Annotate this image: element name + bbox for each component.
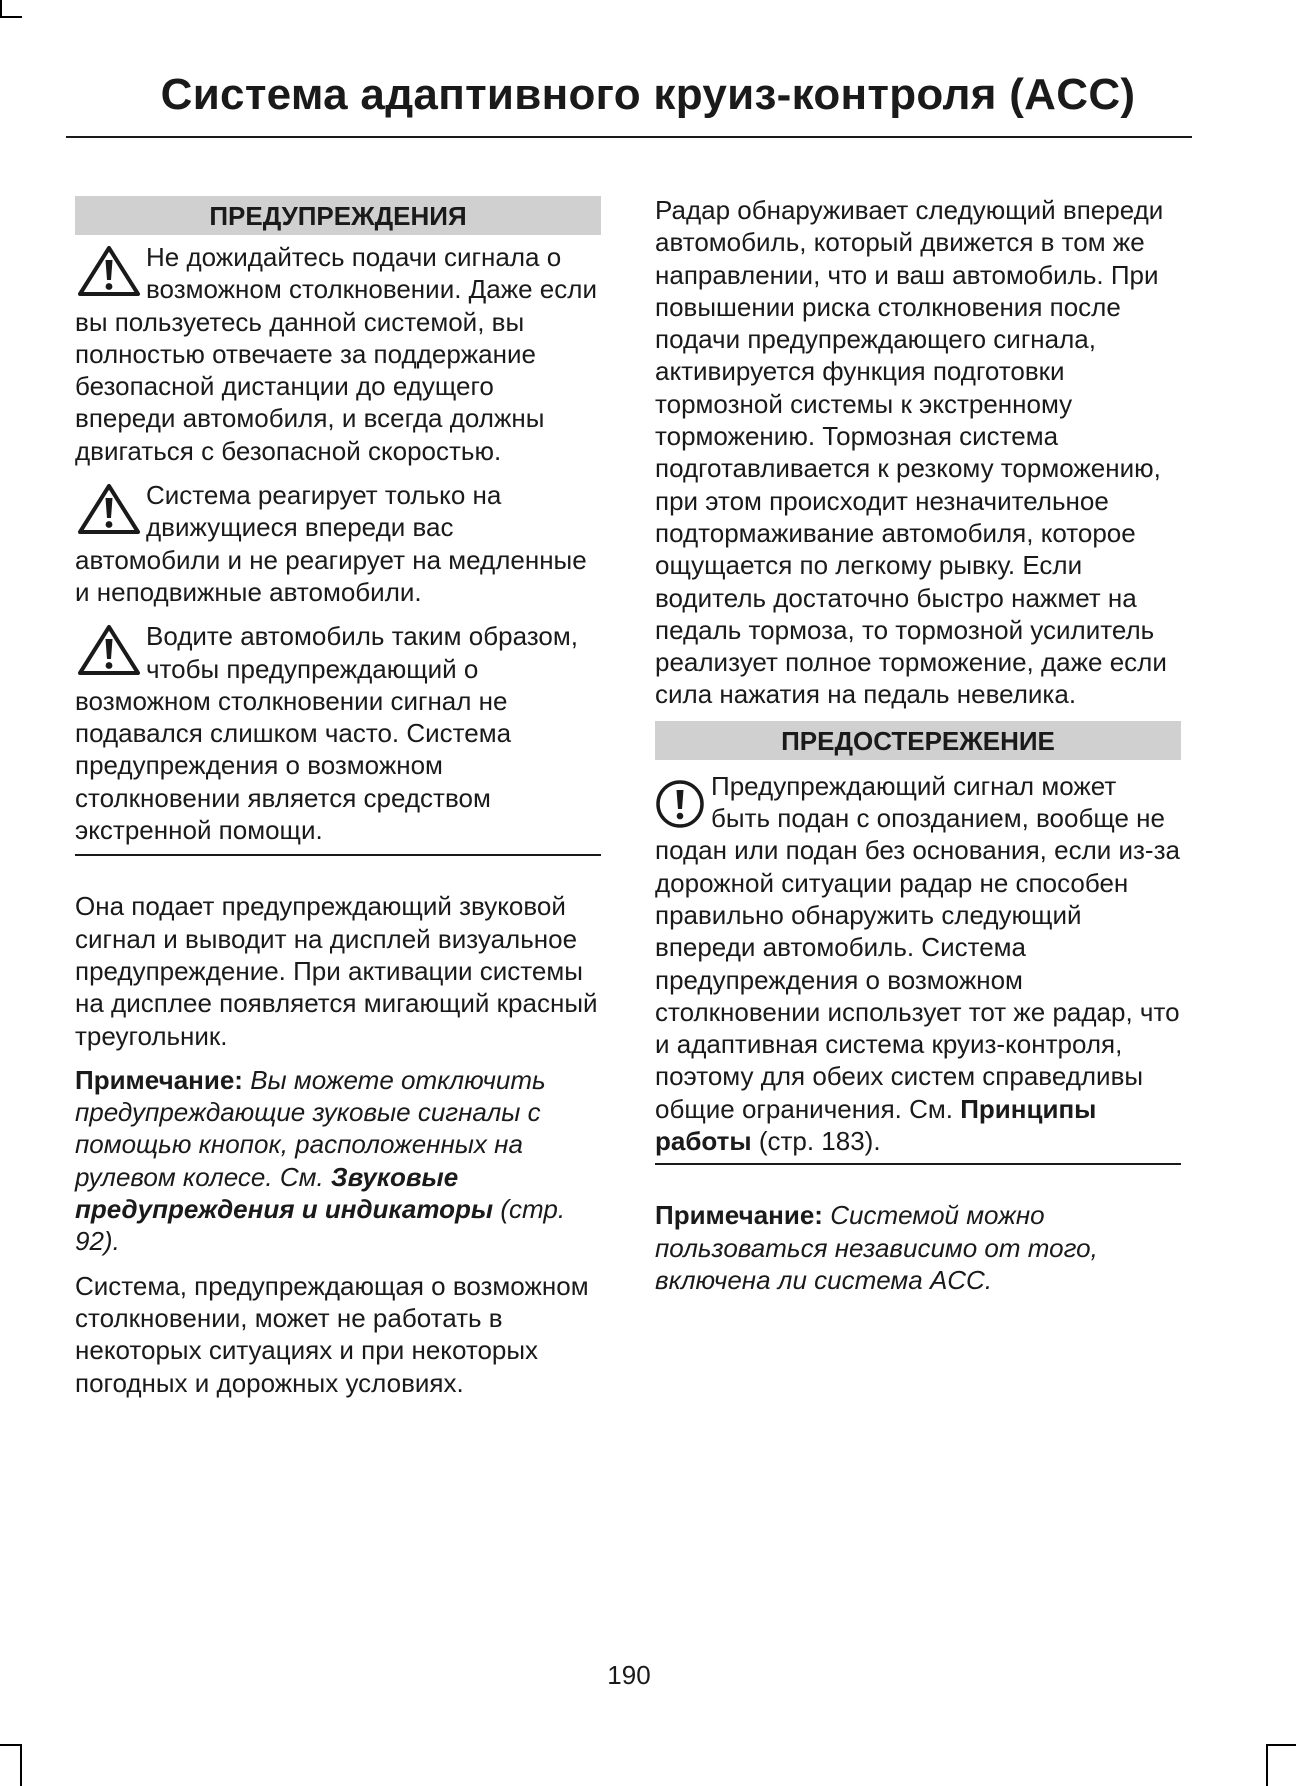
caution-text (655, 770, 1181, 1158)
note-paragraph (655, 1199, 1181, 1296)
body-paragraph: Радар обнаруживает следующий впереди автомобиль, который движется в том же направлении, что и ваш автомобиль. При повышении риска столкновения после подачи предупреждающего сигнала, активируется функция подготовки тормозной системы к экстренному торможению. Тормозная система подготавливается к резкому торможению, при этом происходит незначительное подтормаживание автомобиля, которое ощущается по легкому рывку. Если водитель достаточно быстро нажмет на педаль тормоза, то тормозной усилитель реализует полное торможение, даже если сила нажатия на педаль невелика. (655, 195, 1167, 710)
crop-mark-bottom-right-vertical (1266, 1744, 1268, 1786)
warnings-heading: ПРЕДУПРЕЖДЕНИЯ (75, 196, 601, 235)
warning-text-1: Не дожидайтесь подачи сигнала о возможном столкновении. Даже если вы пользуетесь данной системой, вы полностью отвечаете за поддержание безопасной дистанции до едущего впереди автомобиля, и всегда должны двигаться с безопасной скоростью. (75, 242, 597, 466)
crop-mark-bottom-left-vertical (20, 1744, 22, 1786)
note-paragraph (75, 1064, 601, 1258)
page-number: 190 (607, 1660, 651, 1690)
title-rule (66, 136, 1192, 138)
crop-mark-top-left-vertical (0, 0, 2, 16)
warning-triangle-icon (75, 244, 143, 302)
warning-triangle-icon (75, 623, 143, 681)
body-paragraph: Система, предупреждающая о возможном столкновении, может не работать в некоторых ситуациях и при некоторых погодных и дорожных условиях. (75, 1270, 589, 1398)
caution-exclamation-icon (655, 778, 711, 834)
warning-item-3 (75, 620, 601, 846)
page-title: Система адаптивного круиз-контроля (ACC) (160, 70, 1136, 119)
warning-item-2 (75, 479, 601, 608)
caution-page-reference: (стр. 183). (758, 1126, 881, 1157)
note-text: Системой можно пользоваться независимо от того, включена ли система ACC. (655, 1200, 1098, 1295)
warning-text-2: Система реагирует только на движущиеся впереди вас автомобили и не реагирует на медленные и неподвижные автомобили. (75, 480, 587, 607)
crop-mark-bottom-right-horizontal (1266, 1744, 1296, 1746)
body-paragraph: Она подает предупреждающий звуковой сигнал и выводит на дисплей визуальное предупреждение. При активации системы на дисплее появляется мигающий красный треугольник. (75, 891, 598, 1051)
note-text: Вы можете отключить предупреждающие зуковые сигналы с помощью кнопок, расположенных на рулевом колесе. См. (75, 1064, 546, 1192)
note-label: Примечание: (655, 1200, 823, 1231)
crop-mark-bottom-left-horizontal (0, 1744, 22, 1746)
crop-mark-top-left-horizontal (0, 16, 22, 18)
caution-cross-reference[interactable]: Принципы работы (655, 1093, 1097, 1157)
warning-item-1 (75, 241, 601, 467)
warning-text-3: Водите автомобиль таким образом, чтобы предупреждающий о возможном столкновении сигнал не подавался слишком часто. Система предупреждения о возможном столкновении является средством экстренной помощи. (75, 621, 578, 846)
note-page-reference: (стр. 92). (75, 1194, 566, 1257)
caution-item (655, 770, 1181, 1158)
left-column (75, 194, 601, 1399)
warnings-end-rule (75, 854, 601, 856)
note-label: Примечание: (75, 1064, 243, 1095)
right-column (655, 194, 1181, 1296)
warning-triangle-icon (75, 482, 143, 540)
note-cross-reference[interactable]: Звуковые предупреждения и индикаторы (75, 1161, 494, 1225)
caution-end-rule (655, 1163, 1181, 1165)
caution-heading: ПРЕДОСТЕРЕЖЕНИЕ (655, 721, 1181, 760)
caution-body: Предупреждающий сигнал может быть подан с опозданием, вообще не подан или подан без основания, если из-за дорожной ситуации радар не способен правильно обнаружить следующий впереди автомобиль. Система предупреждения о возможном столкновении использует тот же радар, что и адаптивная система круиз-контроля, поэтому для обеих систем справедливы общие ограничения. См. (655, 770, 1180, 1124)
